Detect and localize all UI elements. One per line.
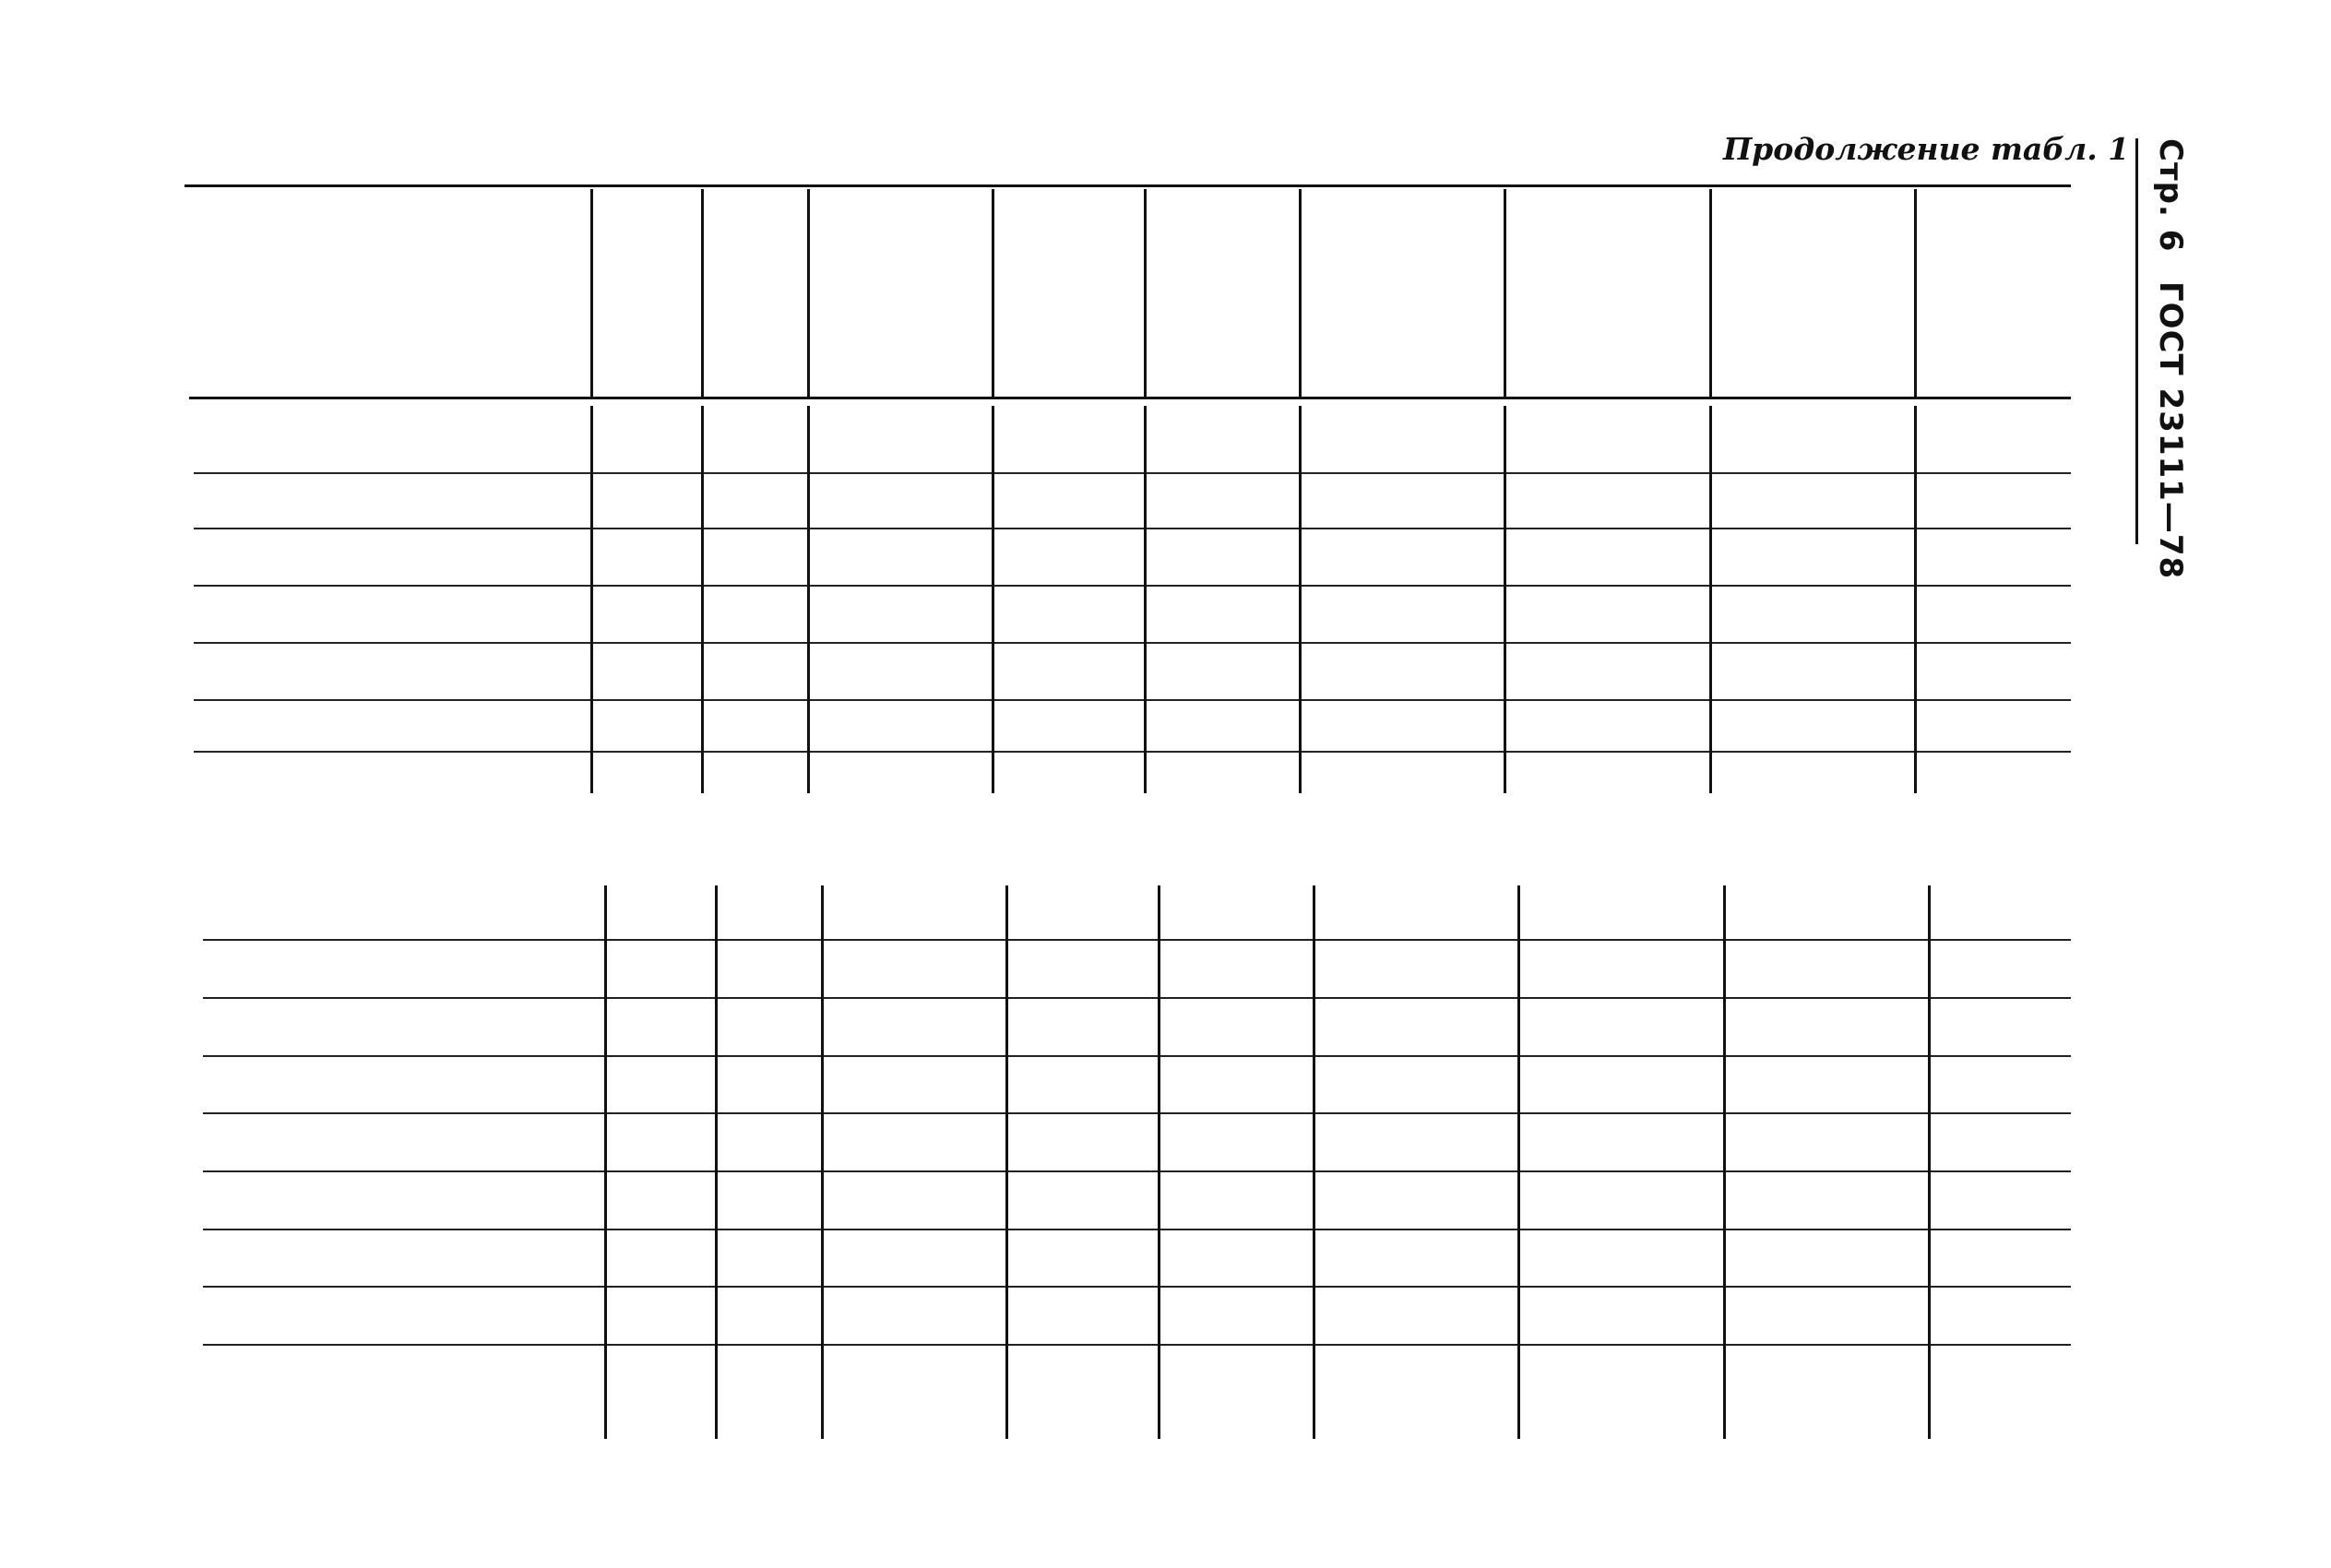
- body-column-divider: [1914, 406, 1917, 793]
- row-rule: [203, 1229, 2071, 1230]
- body-column-divider: [1928, 885, 1931, 1439]
- row-rule: [203, 1170, 2071, 1172]
- header-column-divider: [992, 189, 994, 397]
- column-header-8: [1507, 192, 1707, 395]
- header-column-divider: [807, 189, 810, 397]
- column-header-1: [193, 192, 589, 395]
- standard-label: ГОСТ 23111—78: [2152, 281, 2189, 580]
- column-header-10: [1918, 192, 2069, 395]
- body-column-divider: [992, 406, 994, 793]
- row-rule: [194, 699, 2071, 701]
- row-rule: [194, 472, 2071, 474]
- row-rule: [194, 751, 2071, 753]
- column-header-4: [811, 192, 990, 395]
- table-top-rule: [184, 184, 2071, 187]
- header-column-divider: [1709, 189, 1712, 397]
- header-column-divider: [1299, 189, 1302, 397]
- row-rule: [203, 1344, 2071, 1346]
- column-header-2: [594, 192, 699, 395]
- body-column-divider: [1158, 885, 1160, 1439]
- header-bottom-rule: [189, 397, 2071, 399]
- body-column-divider: [1504, 406, 1506, 793]
- header-column-divider: [590, 189, 593, 397]
- body-column-divider: [604, 885, 607, 1439]
- header-column-divider: [1504, 189, 1506, 397]
- page-number-label: Стр. 6: [2152, 138, 2189, 253]
- row-rule: [203, 997, 2071, 999]
- column-header-7: [1302, 192, 1502, 395]
- row-rule: [203, 1055, 2071, 1057]
- row-rule: [203, 939, 2071, 941]
- body-column-divider: [1313, 885, 1315, 1439]
- row-rule: [194, 642, 2071, 644]
- body-column-divider: [807, 406, 810, 793]
- body-column-divider: [715, 885, 718, 1439]
- body-column-divider: [1709, 406, 1712, 793]
- column-header-6: [1148, 192, 1297, 395]
- body-column-divider: [1299, 406, 1302, 793]
- row-rule: [203, 1286, 2071, 1288]
- row-rule: [194, 528, 2071, 529]
- body-column-divider: [1723, 885, 1726, 1439]
- column-header-9: [1713, 192, 1912, 395]
- column-header-5: [995, 192, 1142, 395]
- body-column-divider: [1005, 885, 1008, 1439]
- header-column-divider: [1914, 189, 1917, 397]
- row-rule: [194, 585, 2071, 587]
- header-column-divider: [1144, 189, 1147, 397]
- column-header-3: [705, 192, 805, 395]
- body-column-divider: [821, 885, 824, 1439]
- body-column-divider: [701, 406, 704, 793]
- body-column-divider: [1144, 406, 1147, 793]
- table-continuation-caption: Продолжение табл. 1: [1723, 131, 2130, 167]
- header-column-divider: [701, 189, 704, 397]
- body-column-divider: [590, 406, 593, 793]
- row-rule: [203, 1112, 2071, 1114]
- body-column-divider: [1517, 885, 1520, 1439]
- side-divider: [2135, 138, 2138, 544]
